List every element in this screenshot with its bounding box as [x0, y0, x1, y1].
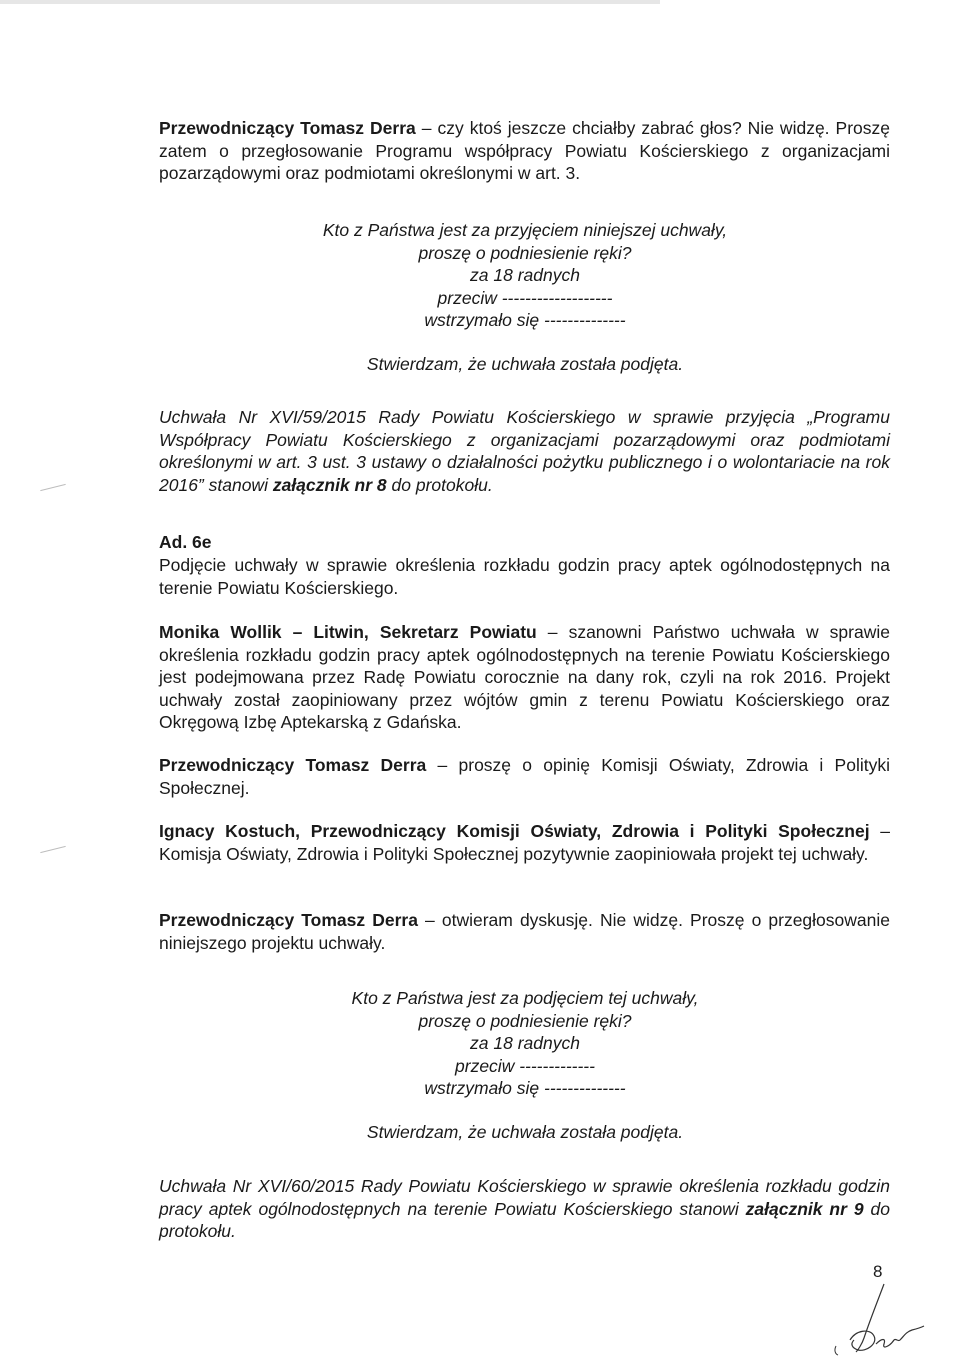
paragraph-text: – otwieram dyskusję. Nie widzę. Proszę o przegłosowanie niniejszego projektu uchwały. — [159, 910, 890, 953]
paragraph-committee-chair — [159, 820, 890, 865]
vote-request: proszę o podniesienie ręki? — [418, 242, 632, 263]
paragraph-text: – czy ktoś jeszcze chciałby zabrać głos? Nie widzę. Proszę zatem o przegłosowanie Programu współpracy Powiatu Kościerskiego z organizacjami pozarządowymi oraz podmiotami określonymi w art. 3. — [159, 118, 890, 183]
resolution-text: Uchwała Nr XVI/60/2015 Rady Powiatu Kościerskiego w sprawie określenia rozkładu godzin pracy aptek ogólnodostępnych na terenie Powiatu Kościerskiego stanowi — [159, 1176, 890, 1219]
paragraph-chairman-1 — [159, 117, 890, 185]
speaker-name: Przewodniczący Tomasz Derra — [159, 755, 427, 775]
speaker-name: Przewodniczący Tomasz Derra — [159, 910, 418, 930]
resolution-text: Uchwała Nr XVI/59/2015 Rady Powiatu Kościerskiego w sprawie przyjęcia „Programu Współpracy Powiatu Kościerskiego z organizacjami pozarządowymi oraz podmiotami określonymi w art. 3 ust. 3 ustawy o działalności pożytku publicznego i o wolontariacie na rok 2016” stanowi — [159, 407, 890, 495]
vote-request: proszę o podniesienie ręki? — [418, 1010, 632, 1031]
paragraph-text: – Komisja Oświaty, Zdrowia i Polityki Społecznej pozytywnie zaopiniowała projekt tej uchwały. — [159, 821, 890, 864]
vote-for: za 18 radnych — [470, 265, 580, 285]
vote-block-1 — [250, 219, 800, 375]
agenda-item-heading: Ad. 6e — [159, 532, 212, 552]
paragraph-text: – proszę o opinię Komisji Oświaty, Zdrowia i Polityki Społecznej. — [159, 755, 890, 798]
handwritten-signature — [820, 1280, 940, 1356]
paragraph-text: – szanowni Państwo uchwała w sprawie określenia rozkładu godzin pracy aptek ogólnodostępnych na terenie Powiatu Kościerskiego jest podejmowana przez Radę Powiatu corocznie na dany rok, czyli na rok 2016. Projekt uchwały został zaopiniowany przez wójtów gmin z terenu Powiatu Kościerskiego oraz Okręgową Izbę Aptekarską z Gdańska. — [159, 622, 890, 732]
paragraph-chairman-2 — [159, 754, 890, 799]
margin-mark — [40, 484, 65, 491]
resolution-tail: do protokołu. — [386, 474, 493, 495]
margin-mark — [40, 846, 65, 853]
vote-question: Kto z Państwa jest za przyjęciem niniejszej uchwały, — [322, 220, 728, 240]
vote-question: Kto z Państwa jest za podjęciem tej uchwały, — [351, 988, 699, 1008]
resolution-paragraph-2 — [159, 1175, 890, 1243]
vote-against: przeciw ------------------- — [437, 287, 613, 308]
speaker-name: Ignacy Kostuch, Przewodniczący Komisji Oświaty, Zdrowia i Polityki Społecznej — [159, 821, 870, 841]
attachment-ref: załącznik nr 8 — [272, 474, 387, 495]
vote-against: przeciw ------------- — [455, 1055, 595, 1076]
attachment-ref: załącznik nr 9 — [745, 1198, 864, 1219]
scan-edge-line — [0, 0, 660, 4]
resolution-paragraph-1 — [159, 406, 890, 496]
vote-result: Stwierdzam, że uchwała została podjęta. — [366, 353, 684, 374]
paragraph-secretary — [159, 621, 890, 734]
paragraph-chairman-3 — [159, 909, 890, 954]
agenda-item-text: Podjęcie uchwały w sprawie określenia rozkładu godzin pracy aptek ogólnodostępnych na terenie Powiatu Kościerskiego. — [159, 555, 890, 598]
vote-abstain: wstrzymało się -------------- — [424, 310, 626, 330]
resolution-tail: do protokołu. — [159, 1198, 890, 1241]
page-number: 8 — [873, 1262, 883, 1281]
vote-block-2 — [250, 987, 800, 1143]
speaker-name: Przewodniczący Tomasz Derra — [159, 118, 416, 138]
vote-result: Stwierdzam, że uchwała została podjęta. — [366, 1121, 684, 1142]
speaker-name: Monika Wollik – Litwin, Sekretarz Powiatu — [159, 622, 537, 642]
vote-for: za 18 radnych — [470, 1033, 580, 1053]
vote-abstain: wstrzymało się -------------- — [424, 1078, 626, 1098]
